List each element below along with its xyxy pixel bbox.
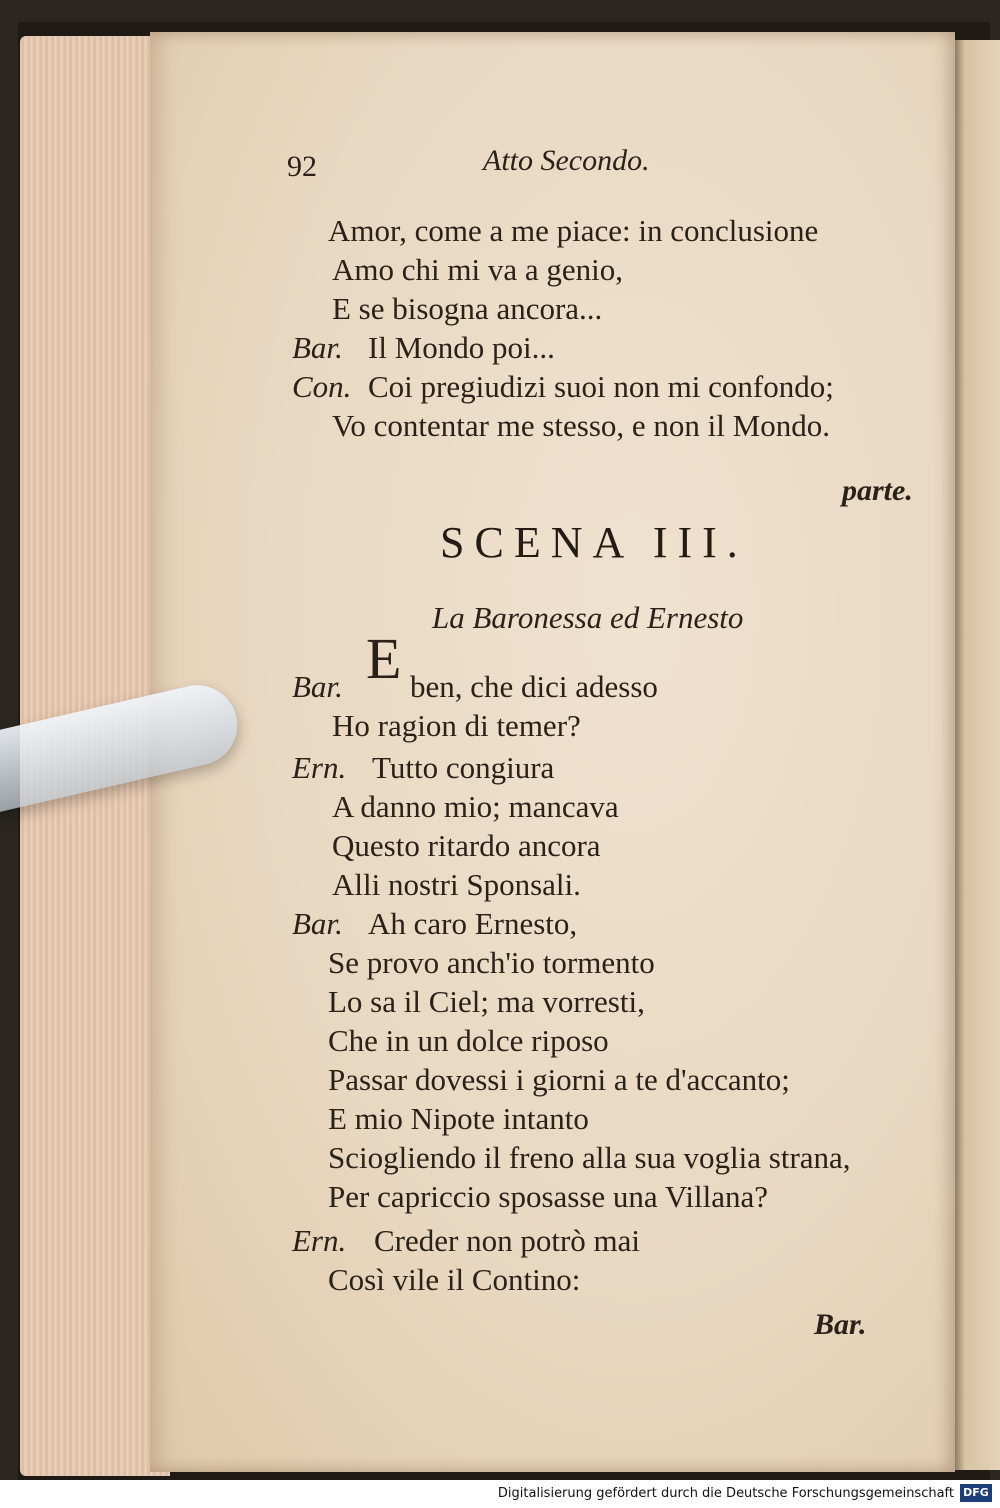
verse-text: Se provo anch'io tormento [328,945,655,980]
stage-direction-exit: parte. [842,474,913,507]
speaker-label: Bar. [292,330,343,365]
verse-text: Tutto congiura [372,750,555,785]
verse-text: E se bisogna ancora... [332,291,603,326]
dfg-logo-icon: DFG [960,1484,992,1502]
verse-text: Amor, come a me piace: in conclusione [328,213,819,248]
verse-text: E mio Nipote intanto [328,1101,589,1136]
verse-text: Sciogliendo il freno alla sua voglia strana, [328,1140,851,1175]
verse-line [292,251,932,289]
verse-text: Per capriccio sposasse una Villana? [328,1179,769,1214]
verse-text: Che in un dolce riposo [328,1023,609,1058]
speaker-label: Bar. [292,906,343,941]
verse-text: Vo contentar me stesso, e non il Mondo. [332,408,830,443]
drop-cap: E [366,626,402,691]
verse-text: A danno mio; mancava [332,789,619,824]
facing-page-edge [950,40,1000,1470]
verse-line [292,668,932,706]
verse-text: Lo sa il Ciel; ma vorresti, [328,984,645,1019]
verse-line [292,212,932,250]
verse-line [292,1261,932,1299]
footer-credit: Digitalisierung gefördert durch die Deutsche Forschungsgemeinschaft [497,1486,954,1501]
verse-line [292,827,932,865]
verse-line [292,983,932,1021]
verse-text: ben, che dici adesso [410,669,658,704]
speaker-label: Bar. [292,669,343,704]
verse-text: Passar dovessi i giorni a te d'accanto; [328,1062,790,1097]
page-header [287,144,787,190]
verse-line [292,368,932,406]
verse-line [292,1061,932,1099]
catchword: Bar. [814,1308,867,1341]
verse-line [292,1022,932,1060]
verse-text: Amo chi mi va a genio, [332,252,623,287]
verse-line [292,788,932,826]
verse-text: Creder non potrò mai [374,1223,641,1258]
verse-line [292,329,932,367]
verse-text: Il Mondo poi... [368,330,555,365]
verse-line [292,707,932,745]
verse-line [292,1100,932,1138]
verse-text: Coi pregiudizi suoi non mi confondo; [368,369,834,404]
speaker-label: Ern. [292,750,347,785]
page-number: 92 [287,150,317,183]
speaker-label: Ern. [292,1223,347,1258]
verse-line [292,749,932,787]
speaker-label: Con. [292,369,352,404]
verse-line [292,407,932,445]
verse-text: Alli nostri Sponsali. [332,867,581,902]
verse-line [292,944,932,982]
verse-line [292,866,932,904]
verse-line [292,1139,932,1177]
verse-text: Questo ritardo ancora [332,828,601,863]
verse-text: Così vile il Contino: [328,1262,581,1297]
verse-line [292,905,932,943]
verse-text: Ho ragion di temer? [332,708,581,743]
footer-bar [0,1480,1000,1508]
scene-characters: La Baronessa ed Ernesto [432,600,744,635]
verse-text: Ah caro Ernesto, [368,906,578,941]
scene-heading: SCENA III. [440,518,748,567]
verse-line [292,1178,932,1216]
verse-line [292,290,932,328]
running-title: Atto Secondo. [483,144,650,177]
verse-line [292,1222,932,1260]
